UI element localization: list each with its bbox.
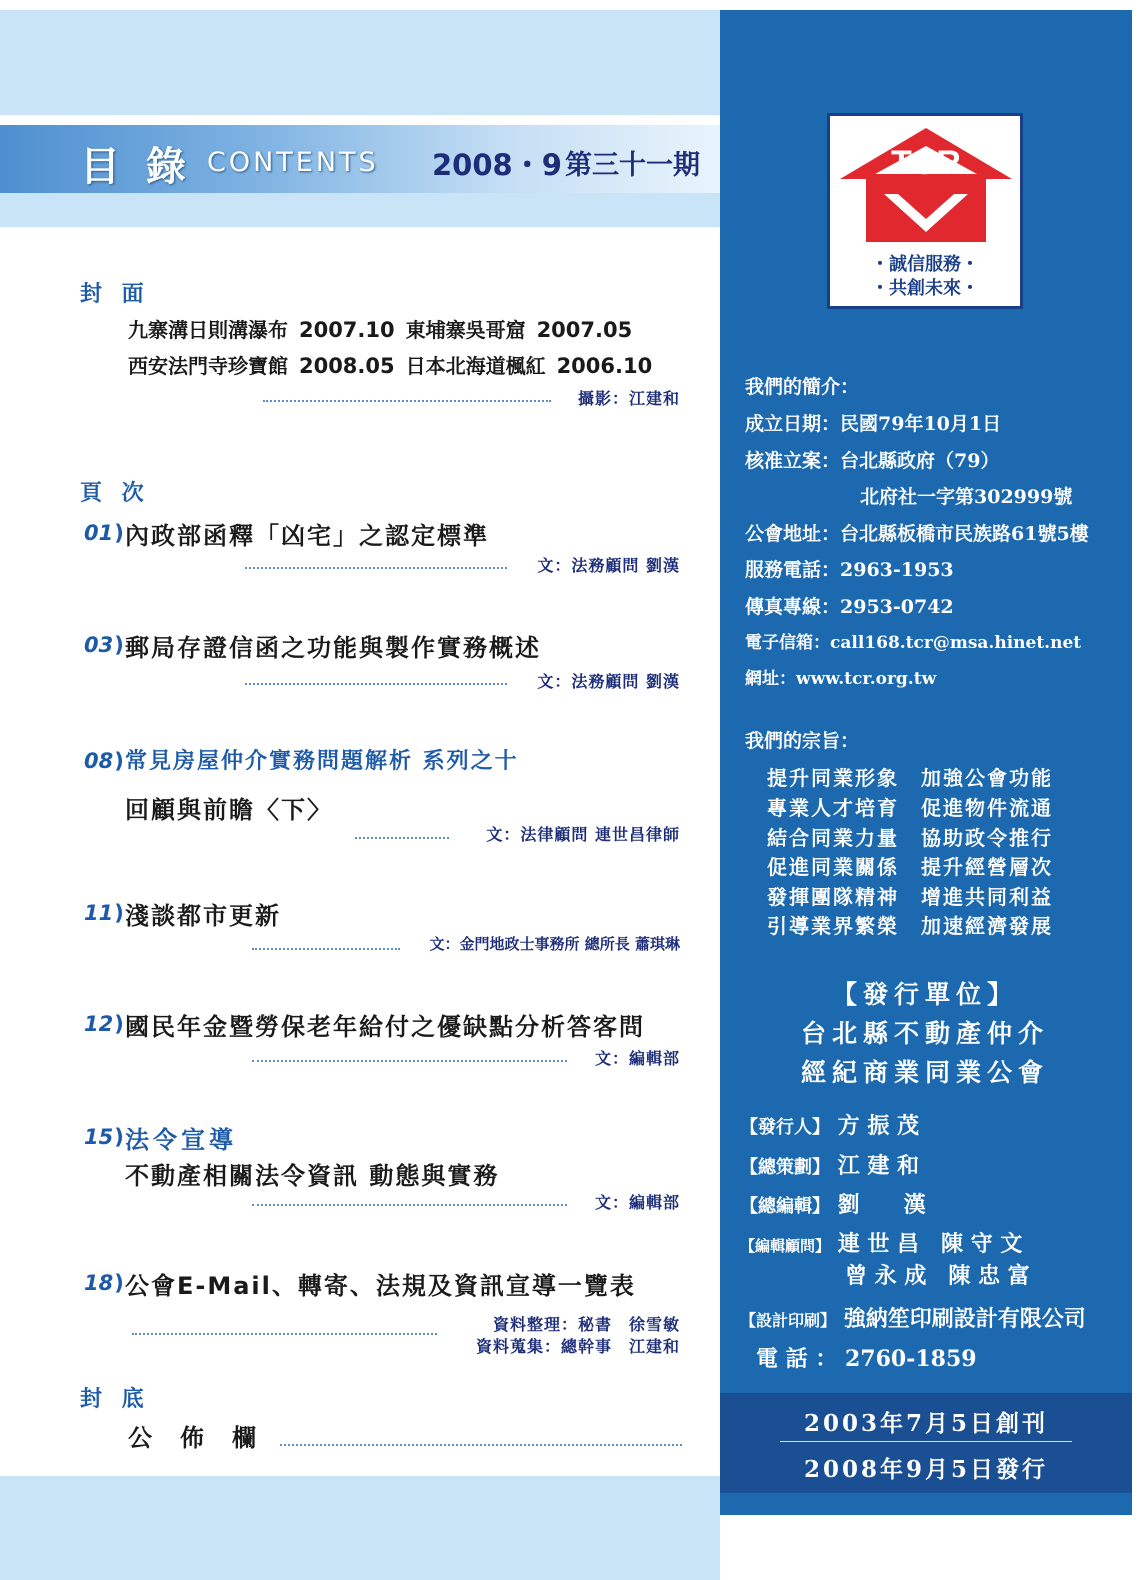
toc-entry-title[interactable]: 國民年金暨勞保老年給付之優缺點分析答客問 bbox=[125, 1013, 645, 1041]
mission-line: 結合同業力量 協助政令推行 bbox=[767, 826, 1053, 850]
publisher-heading: 【發行單位】 bbox=[831, 980, 1018, 1009]
staff-printer-phone: 電 話 ： 2760-1859 bbox=[756, 1346, 977, 1372]
issue-date: 2008・9 bbox=[432, 148, 562, 182]
toc-entry-title[interactable]: 內政部函釋「凶宅」之認定標準 bbox=[125, 522, 489, 550]
page-number: 18 ) bbox=[84, 1271, 124, 1295]
leader-dots bbox=[132, 1331, 437, 1335]
about-approval: 核准立案：台北縣政府（79） bbox=[745, 450, 1000, 472]
mission-heading: 我們的宗旨： bbox=[745, 730, 860, 752]
about-address: 公會地址：台北縣板橋市民族路61號5樓 bbox=[745, 523, 1089, 545]
page-number: 01 ) bbox=[84, 521, 124, 545]
leader-dots bbox=[280, 1442, 682, 1446]
toc-entry-title[interactable]: 公會E-Mail、轉寄、法規及資訊宣導一覽表 bbox=[125, 1272, 636, 1300]
bottom-band bbox=[0, 1476, 720, 1580]
mission-line: 提升同業形象 加強公會功能 bbox=[767, 766, 1053, 790]
cover-line-2: 西安法門寺珍寶館 2008.05 日本北海道楓紅 2006.10 bbox=[128, 354, 653, 378]
page-number: 11 ) bbox=[84, 901, 124, 925]
toc-entry-author: 文：法務顧問 劉漢 bbox=[537, 556, 680, 575]
divider bbox=[780, 1441, 1072, 1442]
title-band bbox=[0, 125, 720, 193]
toc-entry-subtitle[interactable]: 不動產相關法令資訊 動態與實務 bbox=[125, 1162, 500, 1190]
mission-line: 發揮團隊精神 增進共同利益 bbox=[767, 885, 1053, 909]
about-heading: 我們的簡介： bbox=[745, 376, 860, 398]
toc-entry-subtitle[interactable]: 回顧與前瞻〈下〉 bbox=[125, 796, 333, 824]
cover-line-1: 九寨溝日則溝瀑布 2007.10 東埔寨吳哥窟 2007.05 bbox=[128, 318, 633, 342]
page-title: 目 錄 bbox=[80, 144, 192, 190]
staff-editor: 【總編輯】 劉 漢 bbox=[740, 1192, 926, 1218]
leader-dots bbox=[245, 681, 507, 685]
logo-slogan-1: ・誠信服務・ bbox=[871, 254, 979, 275]
publisher-name-1: 台北縣不動產仲介 bbox=[800, 1019, 1049, 1048]
toc-entry-author: 文：法律顧問 連世昌律師 bbox=[486, 825, 680, 844]
staff-advisor: 【編輯顧問】 連 世 昌 陳 守 文 bbox=[740, 1231, 1023, 1257]
cover-credit: 攝影：江建和 bbox=[577, 389, 680, 408]
mission-line: 引導業界繁榮 加速經濟發展 bbox=[767, 914, 1053, 938]
leader-dots bbox=[263, 398, 551, 402]
issue-number: 第三十一期 bbox=[565, 150, 700, 181]
page-number: 03 ) bbox=[84, 633, 124, 657]
staff-issuer: 【發行人】 方 振 茂 bbox=[740, 1113, 919, 1139]
page-number: 12 ) bbox=[84, 1012, 124, 1036]
leader-dots bbox=[355, 835, 449, 839]
pages-heading: 頁 次 bbox=[80, 481, 150, 506]
toc-entry-author: 文：金門地政士事務所 總所長 蕭琪琳 bbox=[429, 935, 680, 953]
toc-entry-author-2: 資料蒐集：總幹事 江建和 bbox=[475, 1337, 680, 1356]
toc-entry-author: 文：編輯部 bbox=[594, 1193, 680, 1212]
publisher-name-2: 經紀商業同業公會 bbox=[800, 1058, 1049, 1087]
top-band bbox=[0, 10, 720, 115]
toc-entry-title[interactable]: 公 佈 欄 bbox=[128, 1424, 258, 1452]
toc-entry-title[interactable]: 郵局存證信函之功能與製作實務概述 bbox=[125, 634, 541, 662]
logo-text: TCR bbox=[891, 144, 961, 182]
cover-heading: 封 面 bbox=[80, 282, 150, 307]
page-number: 15 ) bbox=[84, 1125, 124, 1149]
issued-date: 2008年9月5日發行 bbox=[803, 1456, 1049, 1483]
toc-entry-author: 文：編輯部 bbox=[594, 1049, 680, 1068]
publication-dates bbox=[720, 1393, 1132, 1493]
leader-dots bbox=[252, 1202, 567, 1206]
toc-entry-title[interactable]: 淺談都市更新 bbox=[125, 902, 281, 930]
back-cover-heading: 封 底 bbox=[80, 1387, 150, 1412]
about-website[interactable]: 網址：www.tcr.org.tw bbox=[745, 669, 937, 689]
logo-slogan-2: ・共創未來・ bbox=[871, 278, 979, 299]
toc-entry-title[interactable]: 法令宣導 bbox=[125, 1126, 237, 1154]
toc-entry-author: 資料整理：秘書 徐雪敏 bbox=[492, 1315, 680, 1334]
about-phone: 服務電話：2963-1953 bbox=[745, 559, 954, 581]
title-strip bbox=[0, 193, 720, 227]
leader-dots bbox=[252, 946, 400, 950]
mission-line: 促進同業關係 提升經營層次 bbox=[767, 855, 1053, 879]
about-founded: 成立日期：民國79年10月1日 bbox=[745, 413, 1002, 435]
leader-dots bbox=[252, 1058, 567, 1062]
about-approval-2: 北府社一字第302999號 bbox=[860, 486, 1073, 508]
leader-dots bbox=[245, 565, 507, 569]
page-number: 08 ) bbox=[84, 749, 124, 773]
tcr-logo-icon bbox=[836, 124, 1016, 249]
toc-entry-title[interactable]: 常見房屋仲介實務問題解析 系列之十 bbox=[125, 749, 519, 774]
page-title-en: CONTENTS bbox=[207, 147, 379, 178]
staff-planner: 【總策劃】 江 建 和 bbox=[740, 1153, 919, 1179]
association-logo bbox=[827, 113, 1023, 309]
about-email[interactable]: 電子信箱：call168.tcr@msa.hinet.net bbox=[745, 633, 1082, 653]
staff-advisor-2: 曾 永 成 陳 忠 富 bbox=[845, 1263, 1030, 1289]
about-fax: 傳真專線：2953-0742 bbox=[745, 596, 954, 618]
founded-date: 2003年7月5日創刊 bbox=[803, 1410, 1049, 1437]
staff-printer: 【設計印刷】 強納笙印刷設計有限公司 bbox=[740, 1306, 1086, 1332]
mission-line: 專業人才培育 促進物件流通 bbox=[767, 796, 1053, 820]
toc-entry-author: 文：法務顧問 劉漢 bbox=[537, 672, 680, 691]
